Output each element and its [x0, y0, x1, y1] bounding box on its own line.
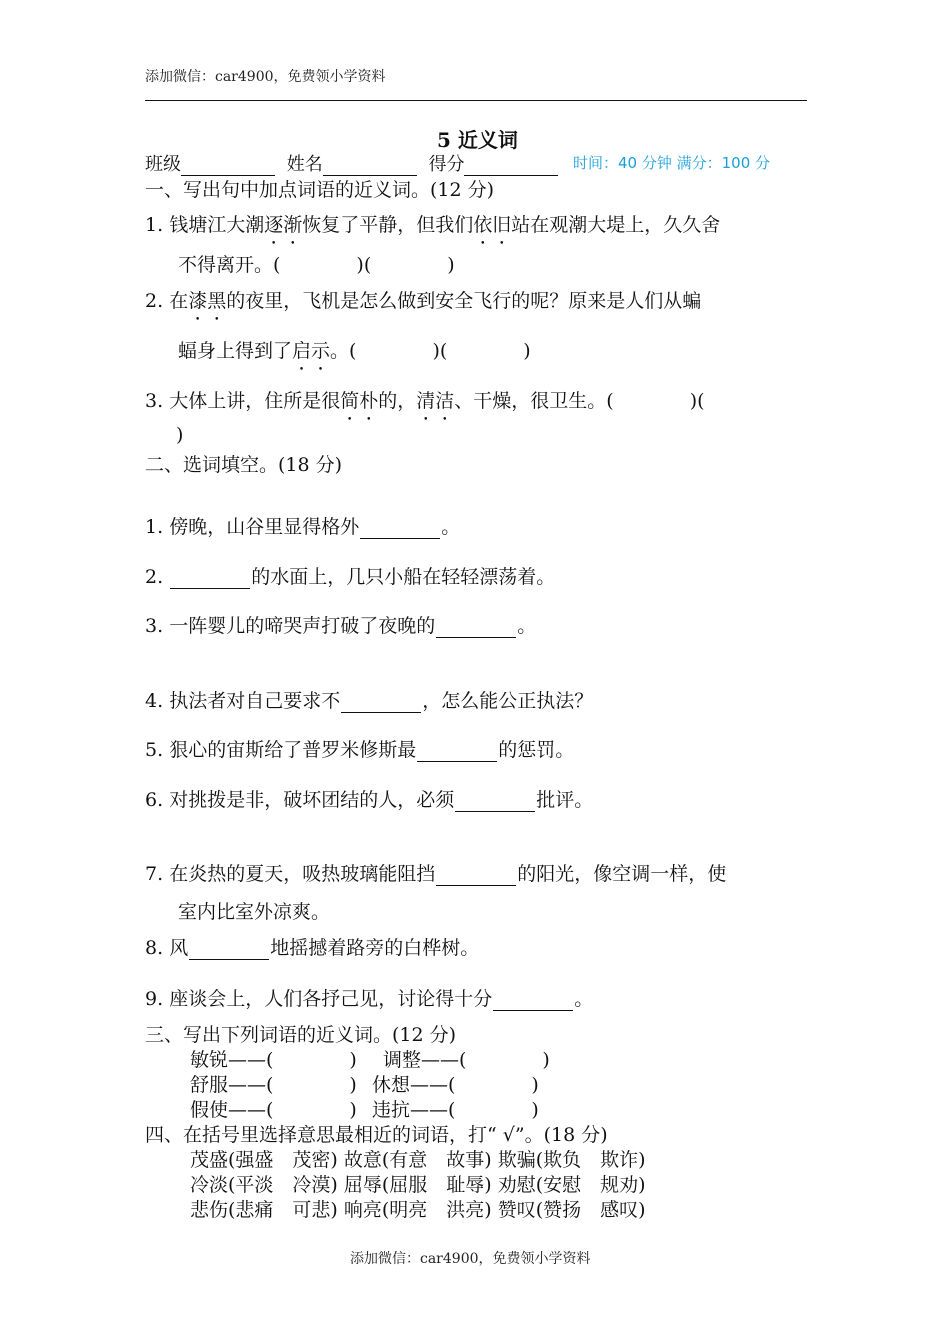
s4-choice[interactable]: 响亮(明亮 洪亮) [343, 1199, 492, 1221]
score-field[interactable] [464, 158, 558, 176]
s1-q2-num: 2. [145, 290, 164, 312]
s1-q1-num: 1. [145, 214, 164, 236]
section2-heading: 二、选词填空。(18 分) [145, 454, 343, 476]
s1-q3-dotted-word-2: 清洁 [416, 390, 455, 412]
s2-item-6 [145, 785, 593, 812]
page-header-text: 添加微信：car4900，免费领小学资料 [145, 69, 386, 85]
s4-choice[interactable]: 冷淡(平淡 冷漠) [190, 1174, 338, 1196]
s3-row-1-left: 敏锐——( ) [190, 1049, 357, 1071]
class-field[interactable] [181, 158, 275, 176]
s2-item-5-text-a: 狠心的宙斯给了普罗米修斯最 [169, 739, 417, 761]
s1-q3-num: 3. [145, 390, 164, 412]
s2-item-8-num: 8. [145, 937, 164, 959]
s2-item-4-blank[interactable] [341, 694, 421, 713]
s1-q1-line1 [145, 210, 720, 237]
s4-choice[interactable]: 欺骗(欺负 欺诈) [497, 1149, 646, 1171]
page-title: 5 近义词 [437, 128, 518, 152]
s2-item-8-blank[interactable] [189, 941, 269, 960]
s2-item-2-blank[interactable] [170, 570, 250, 589]
s2-item-9-blank[interactable] [493, 992, 573, 1011]
s2-item-8-text-a: 风 [169, 937, 189, 959]
s2-item-5-num: 5. [145, 739, 164, 761]
s2-item-4-num: 4. [145, 690, 164, 712]
s2-item-2 [145, 562, 555, 589]
s1-q3-line1 [145, 386, 705, 413]
s2-item-6-text-a: 对挑拨是非，破坏团结的人，必须 [169, 789, 455, 811]
s2-item-1-text-b: 。 [441, 516, 461, 538]
s2-item-3 [145, 611, 536, 638]
s4-row-3 [190, 1195, 646, 1222]
s2-item-8 [145, 933, 479, 960]
s2-item-9-num: 9. [145, 988, 164, 1010]
name-field[interactable] [323, 158, 417, 176]
s1-q2-text-c: 蝠身上得到了 [178, 340, 293, 362]
s1-q1-text-b: 恢复了平静，但我们 [302, 214, 474, 236]
s2-item-2-num: 2. [145, 566, 164, 588]
s2-item-5-blank[interactable] [417, 743, 497, 762]
s1-q2-line2 [178, 336, 531, 363]
s1-q1-text-c: 站在观潮大堤上，久久舍 [511, 214, 721, 236]
s3-row-2-right: 休想——( ) [372, 1074, 539, 1096]
section1-heading: 一、写出句中加点词语的近义词。(12 分) [145, 179, 495, 201]
s1-q2-line1 [145, 286, 701, 313]
s4-choice[interactable]: 屈辱(屈服 耻辱) [343, 1174, 492, 1196]
s2-item-6-text-b: 批评。 [536, 789, 594, 811]
s2-item-4-text-a: 执法者对自己要求不 [169, 690, 341, 712]
s2-item-3-blank[interactable] [436, 619, 516, 638]
s3-row-3-left: 假使——( ) [190, 1099, 357, 1121]
s4-choice[interactable]: 悲伤(悲痛 可悲) [190, 1199, 338, 1221]
s2-item-7-text-b: 的阳光，像空调一样，使 [517, 863, 727, 885]
s1-q1-line2: 不得离开。( )( ) [178, 254, 455, 276]
page-footer-text: 添加微信：car4900，免费领小学资料 [350, 1251, 591, 1267]
section3-heading: 三、写出下列词语的近义词。(12 分) [145, 1024, 457, 1046]
s2-item-3-num: 3. [145, 615, 164, 637]
s2-item-4 [145, 686, 593, 713]
s2-item-7 [145, 859, 726, 886]
s2-item-6-blank[interactable] [455, 793, 535, 812]
s1-q2-text-d: 。( )( ) [330, 340, 531, 362]
s3-row-1-right: 调整——( ) [383, 1049, 550, 1071]
s2-item-1-text-a: 傍晚，山谷里显得格外 [169, 516, 360, 538]
s4-row-2 [190, 1170, 646, 1197]
s1-q2-dotted-word-1: 漆黑 [188, 290, 227, 312]
name-label: 姓名 [286, 154, 323, 175]
s2-item-5 [145, 735, 574, 762]
s2-item-7-text-a: 在炎热的夏天，吸热玻璃能阻挡 [169, 863, 436, 885]
s4-choice[interactable]: 劝慰(安慰 规劝) [497, 1174, 646, 1196]
s2-item-9 [145, 984, 593, 1011]
s1-q1-dotted-word-1: 逐渐 [264, 214, 303, 236]
s2-item-2-text-b: 的水面上，几只小船在轻轻漂荡着。 [251, 566, 556, 588]
time-score-text: 时间：40 分钟 满分：100 分 [573, 154, 771, 172]
s4-row-1 [190, 1145, 646, 1172]
class-label: 班级 [145, 154, 181, 175]
s2-item-9-text-b: 。 [574, 988, 594, 1010]
s2-item-1-num: 1. [145, 516, 164, 538]
s2-item-9-text-a: 座谈会上，人们各抒己见，讨论得十分 [169, 988, 493, 1010]
score-label: 得分 [428, 154, 465, 175]
s2-item-1 [145, 512, 460, 539]
s1-q1-dotted-word-2: 依旧 [473, 214, 512, 236]
s1-q3-dotted-word-1: 简朴 [340, 390, 379, 412]
s2-item-5-text-b: 的惩罚。 [498, 739, 575, 761]
s2-item-3-text-a: 一阵婴儿的啼哭声打破了夜晚的 [169, 615, 436, 637]
s2-item-7-num: 7. [145, 863, 164, 885]
s2-item-4-text-b: ，怎么能公正执法？ [422, 690, 594, 712]
s2-item-3-text-b: 。 [517, 615, 537, 637]
s4-choice[interactable]: 故意(有意 故事) [343, 1149, 492, 1171]
s2-item-1-blank[interactable] [360, 520, 440, 539]
s4-choice[interactable]: 赞叹(赞扬 感叹) [497, 1199, 646, 1221]
s3-row-3-right: 违抗——( ) [372, 1099, 539, 1121]
s4-choice[interactable]: 茂盛(强盛 茂密) [190, 1149, 338, 1171]
s1-q3-text-b: 的， [378, 390, 417, 412]
s1-q1-text-a: 钱塘江大潮 [169, 214, 265, 236]
s1-q2-text-b: 的夜里，飞机是怎么做到安全飞行的呢？原来是人们从蝙 [226, 290, 702, 312]
s1-q2-dotted-word-2: 启示 [292, 340, 331, 362]
s1-q3-text-a: 大体上讲，住所是很 [169, 390, 341, 412]
s2-item-7-line2: 室内比室外凉爽。 [178, 901, 331, 923]
s2-item-7-blank[interactable] [436, 867, 516, 886]
s2-item-6-num: 6. [145, 789, 164, 811]
s3-row-2-left: 舒服——( ) [190, 1074, 357, 1096]
s1-q3-line2: ) [176, 424, 184, 446]
header-divider [145, 100, 807, 101]
s1-q2-text-a: 在 [169, 290, 189, 312]
info-row [145, 150, 558, 176]
s2-item-8-text-b: 地摇撼着路旁的白桦树。 [270, 937, 480, 959]
section4-heading: 四、在括号里选择意思最相近的词语，打“ √”。(18 分) [145, 1124, 608, 1146]
s1-q3-text-c: 、干燥，很卫生。( )( [454, 390, 705, 412]
